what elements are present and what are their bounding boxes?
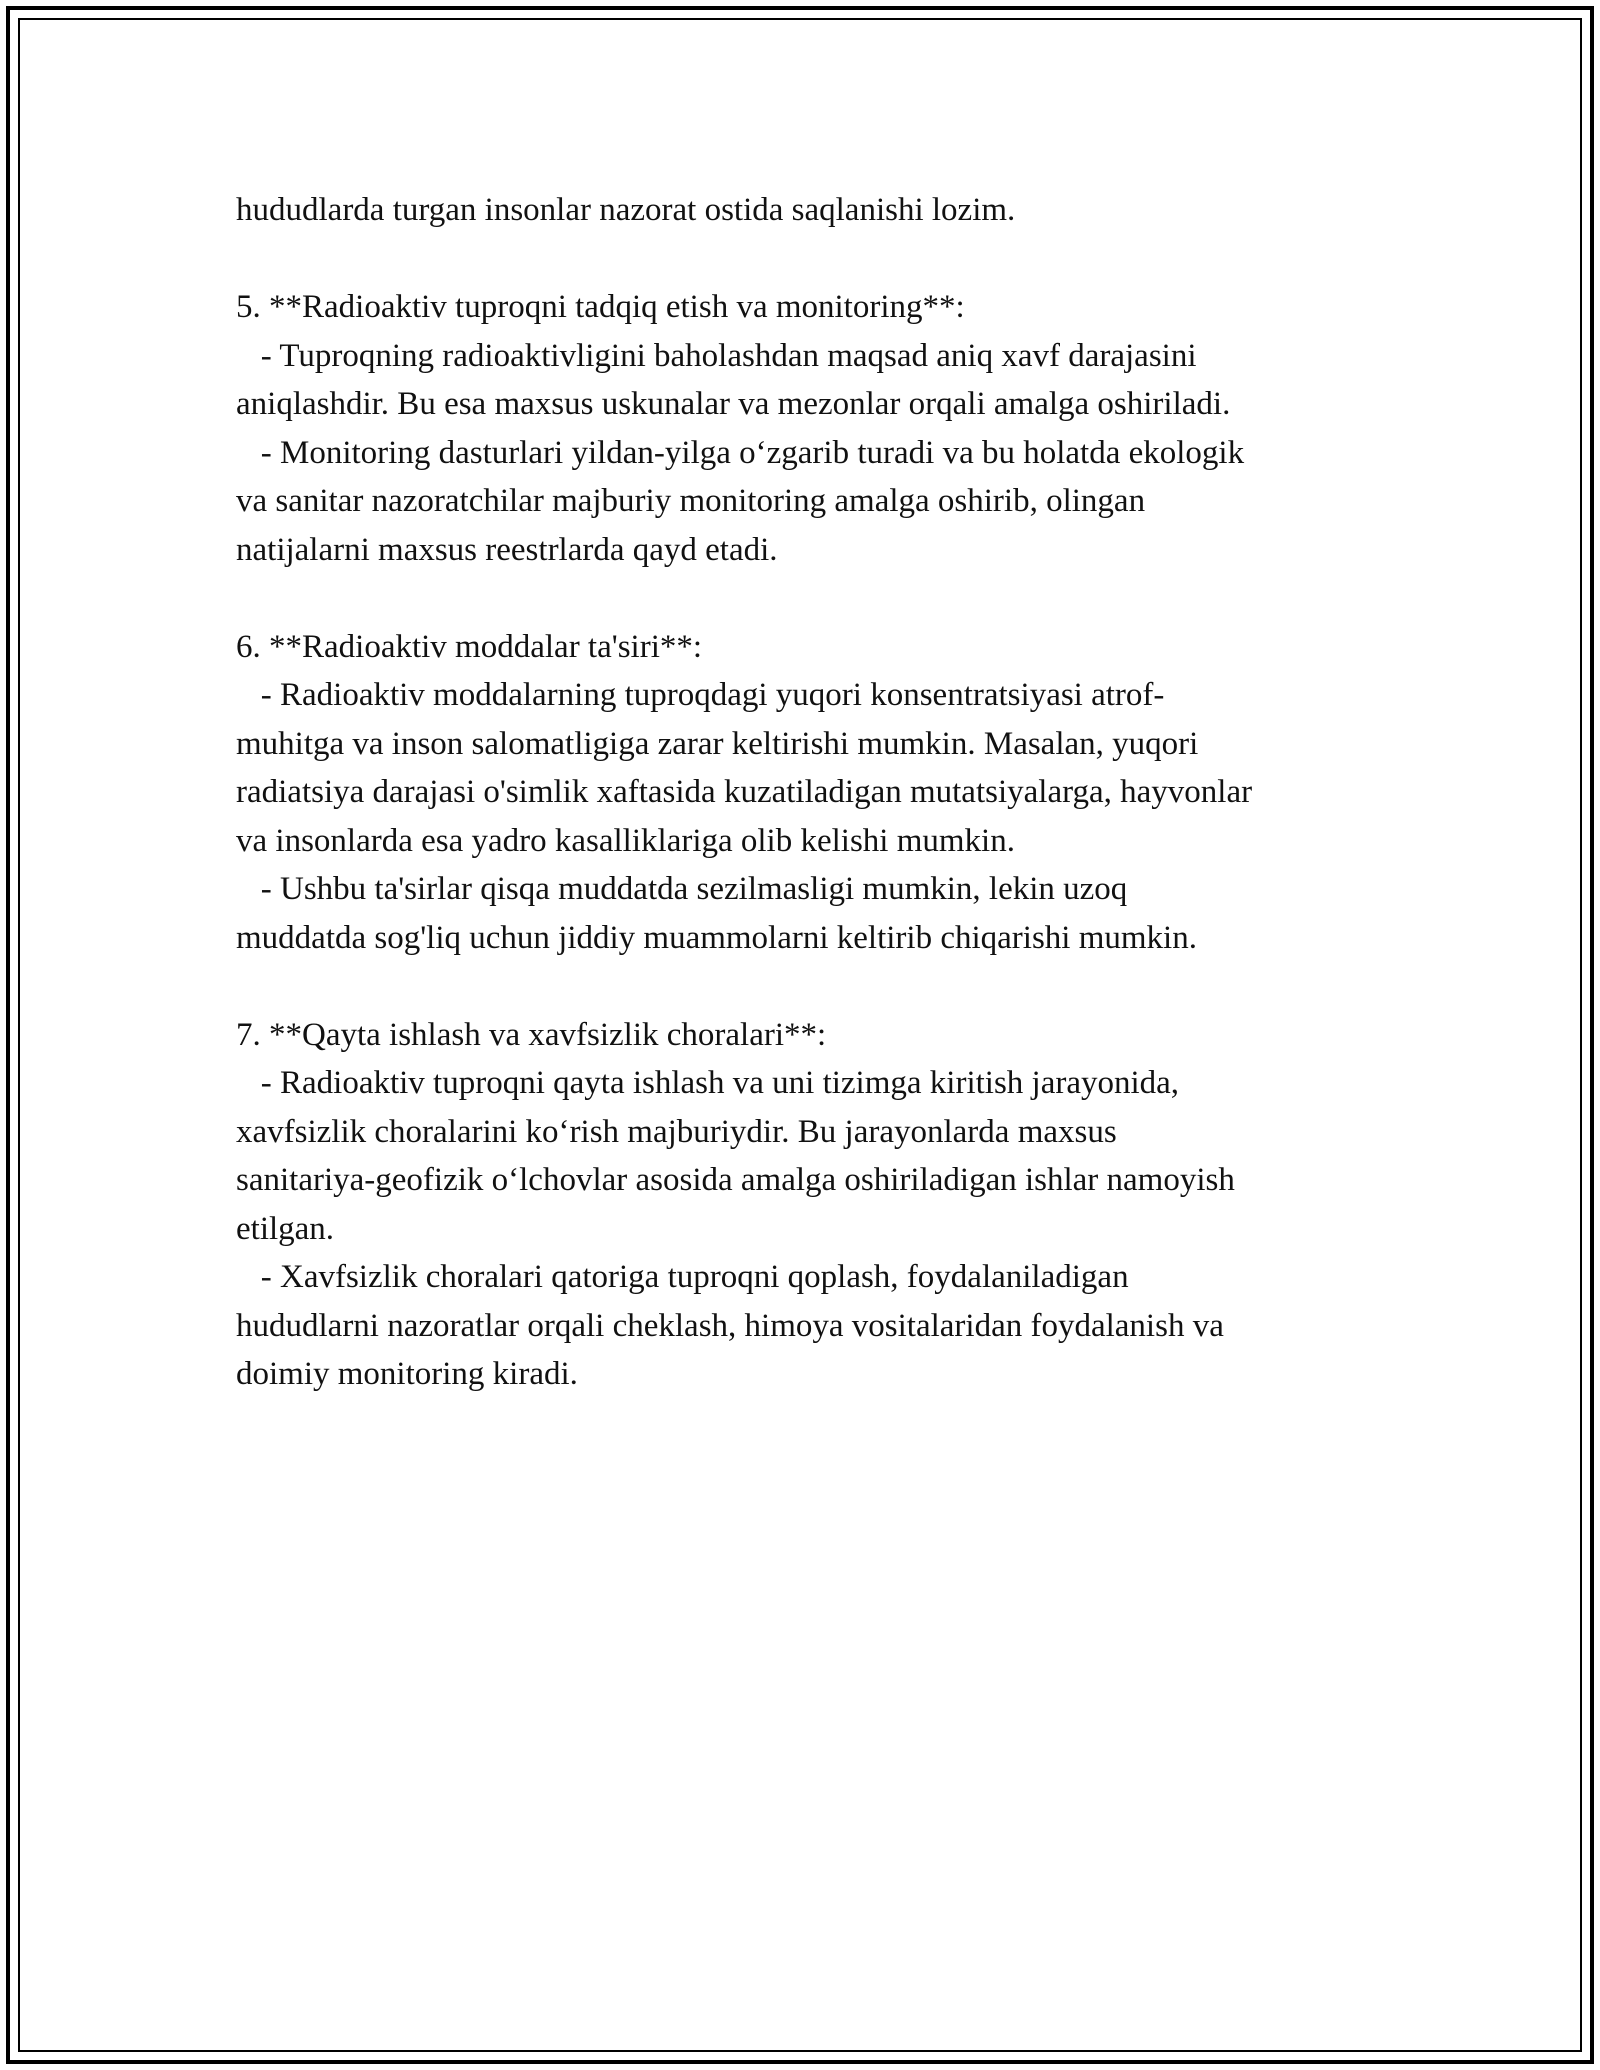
text-line: va sanitar nazoratchilar majburiy monitoring amalga oshirib, olingan — [236, 483, 1146, 519]
text-line: muddatda sog'liq uchun jiddiy muammolarni keltirib chiqarishi mumkin. — [236, 919, 1197, 956]
text-line: va insonlarda esa yadro kasalliklariga olib kelishi mumkin. — [236, 822, 1015, 859]
section-heading-5: 5. **Radioaktiv tuproqni tadqiq etish va monitoring**: — [236, 289, 965, 325]
text-line: - Monitoring dasturlari yildan-yilga o‘zgarib turadi va bu holatda ekologik — [236, 434, 1245, 471]
text-line: - Radioaktiv tuproqni qayta ishlash va uni tizimga kiritish jarayonida, — [236, 1065, 1180, 1101]
section-heading-7: 7. **Qayta ishlash va xavfsizlik choralari**: — [236, 1016, 827, 1053]
text-line: radiatsiya darajasi o'simlik xaftasida kuzatiladigan mutatsiyalarga, hayvonlar — [236, 774, 1253, 810]
blank-line — [236, 235, 1376, 284]
text-line: sanitariya-geofizik o‘lchovlar asosida amalga oshiriladigan ishlar namoyish — [236, 1162, 1235, 1198]
section-heading-6: 6. **Radioaktiv moddalar ta'siri**: — [236, 628, 703, 665]
text-line: - Tuproqning radioaktivligini baholashdan maqsad aniq xavf darajasini — [236, 337, 1197, 374]
text-line: aniqlashdir. Bu esa maxsus uskunalar va mezonlar orqali amalga oshiriladi. — [236, 386, 1231, 422]
document-body — [236, 186, 1376, 1399]
text-line: - Xavfsizlik choralari qatoriga tuproqni qoplash, foydalaniladigan — [236, 1259, 1129, 1295]
text-line: hududlarda turgan insonlar nazorat ostida saqlanishi lozim. — [236, 192, 1016, 228]
text-line: - Radioaktiv moddalarning tuproqdagi yuqori konsentratsiyasi atrof- — [236, 677, 1165, 713]
text-line: etilgan. — [236, 1210, 335, 1247]
blank-line — [236, 574, 1376, 623]
text-line: muhitga va inson salomatligiga zarar keltirishi mumkin. Masalan, yuqori — [236, 725, 1199, 762]
text-line: natijalarni maxsus reestrlarda qayd etadi. — [236, 531, 778, 568]
text-line: - Ushbu ta'sirlar qisqa muddatda sezilmasligi mumkin, lekin uzoq — [236, 871, 1128, 907]
text-line: doimiy monitoring kiradi. — [236, 1356, 578, 1392]
text-line: hududlarni nazoratlar orqali cheklash, himoya vositalaridan foydalanish va — [236, 1307, 1224, 1344]
text-line: xavfsizlik choralarini ko‘rish majburiydir. Bu jarayonlarda maxsus — [236, 1113, 1117, 1150]
blank-line — [236, 962, 1376, 1011]
